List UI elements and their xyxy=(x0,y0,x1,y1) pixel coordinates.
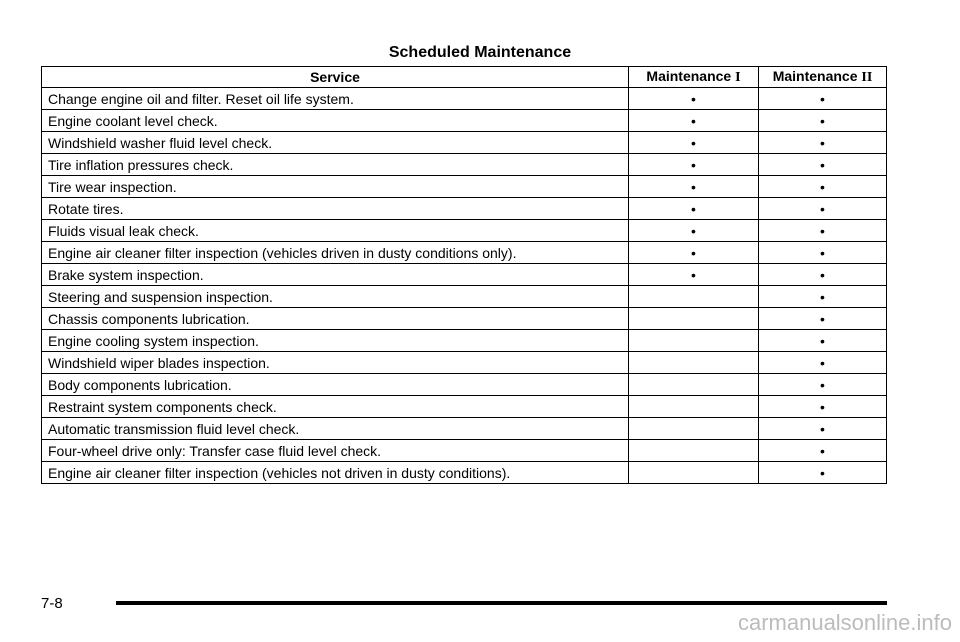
maintenance-ii-label: Maintenance xyxy=(772,68,858,84)
maintenance-i-cell xyxy=(629,286,759,308)
service-cell: Tire wear inspection. xyxy=(42,176,629,198)
maintenance-ii-cell: • xyxy=(759,88,887,110)
maintenance-i-cell xyxy=(629,418,759,440)
service-cell: Engine air cleaner filter inspection (vehicles driven in dusty conditions only). xyxy=(42,242,629,264)
maintenance-i-cell: • xyxy=(629,220,759,242)
maintenance-ii-cell: • xyxy=(759,374,887,396)
maintenance-ii-cell: • xyxy=(759,242,887,264)
maintenance-i-cell xyxy=(629,330,759,352)
service-cell: Rotate tires. xyxy=(42,198,629,220)
maintenance-i-cell: • xyxy=(629,176,759,198)
service-cell: Windshield wiper blades inspection. xyxy=(42,352,629,374)
maintenance-ii-cell: • xyxy=(759,110,887,132)
table-row xyxy=(42,352,887,374)
table-row xyxy=(42,132,887,154)
table-row xyxy=(42,264,887,286)
service-cell: Restraint system components check. xyxy=(42,396,629,418)
table-row xyxy=(42,198,887,220)
maintenance-i-cell xyxy=(629,462,759,484)
maintenance-i-column-header xyxy=(629,67,759,88)
maintenance-i-cell: • xyxy=(629,242,759,264)
maintenance-ii-roman: II xyxy=(861,70,873,85)
maintenance-i-cell xyxy=(629,440,759,462)
maintenance-i-cell: • xyxy=(629,154,759,176)
maintenance-i-label: Maintenance xyxy=(646,68,732,84)
table-row xyxy=(42,308,887,330)
table-row xyxy=(42,374,887,396)
maintenance-ii-column-header xyxy=(759,67,887,88)
service-cell: Automatic transmission fluid level check. xyxy=(42,418,629,440)
maintenance-i-cell xyxy=(629,352,759,374)
footer-rule xyxy=(116,601,887,605)
maintenance-i-roman: I xyxy=(735,70,741,85)
maintenance-ii-cell: • xyxy=(759,220,887,242)
service-cell: Change engine oil and filter. Reset oil life system. xyxy=(42,88,629,110)
service-cell: Windshield washer fluid level check. xyxy=(42,132,629,154)
maintenance-i-cell xyxy=(629,308,759,330)
maintenance-ii-cell: • xyxy=(759,352,887,374)
maintenance-i-cell: • xyxy=(629,198,759,220)
maintenance-ii-cell: • xyxy=(759,176,887,198)
service-cell: Chassis components lubrication. xyxy=(42,308,629,330)
table-row xyxy=(42,88,887,110)
maintenance-ii-cell: • xyxy=(759,308,887,330)
service-cell: Engine coolant level check. xyxy=(42,110,629,132)
maintenance-i-cell: • xyxy=(629,88,759,110)
maintenance-ii-cell: • xyxy=(759,264,887,286)
maintenance-i-cell xyxy=(629,396,759,418)
maintenance-ii-cell: • xyxy=(759,462,887,484)
table-row xyxy=(42,220,887,242)
maintenance-ii-cell: • xyxy=(759,154,887,176)
service-cell: Steering and suspension inspection. xyxy=(42,286,629,308)
service-cell: Engine cooling system inspection. xyxy=(42,330,629,352)
maintenance-i-cell: • xyxy=(629,110,759,132)
page-number: 7-8 xyxy=(41,595,63,612)
maintenance-ii-cell: • xyxy=(759,330,887,352)
maintenance-i-cell xyxy=(629,374,759,396)
table-row xyxy=(42,110,887,132)
maintenance-ii-cell: • xyxy=(759,286,887,308)
table-header-row xyxy=(42,67,887,88)
maintenance-i-cell: • xyxy=(629,264,759,286)
service-cell: Body components lubrication. xyxy=(42,374,629,396)
maintenance-ii-cell: • xyxy=(759,440,887,462)
table-row xyxy=(42,440,887,462)
table-row xyxy=(42,242,887,264)
table-row xyxy=(42,418,887,440)
maintenance-ii-cell: • xyxy=(759,198,887,220)
table-row xyxy=(42,462,887,484)
table-row xyxy=(42,286,887,308)
page-title: Scheduled Maintenance xyxy=(388,44,572,61)
maintenance-ii-cell: • xyxy=(759,396,887,418)
watermark: carmanualsonline.info xyxy=(737,610,952,635)
service-cell: Four-wheel drive only: Transfer case fluid level check. xyxy=(42,440,629,462)
maintenance-i-cell: • xyxy=(629,132,759,154)
table-row xyxy=(42,176,887,198)
service-cell: Tire inflation pressures check. xyxy=(42,154,629,176)
maintenance-ii-cell: • xyxy=(759,132,887,154)
service-cell: Engine air cleaner filter inspection (vehicles not driven in dusty conditions). xyxy=(42,462,629,484)
table-row xyxy=(42,396,887,418)
service-cell: Fluids visual leak check. xyxy=(42,220,629,242)
maintenance-ii-cell: • xyxy=(759,418,887,440)
maintenance-table xyxy=(41,66,887,484)
service-column-header: Service xyxy=(42,67,629,88)
table-row xyxy=(42,330,887,352)
service-cell: Brake system inspection. xyxy=(42,264,629,286)
table-row xyxy=(42,154,887,176)
